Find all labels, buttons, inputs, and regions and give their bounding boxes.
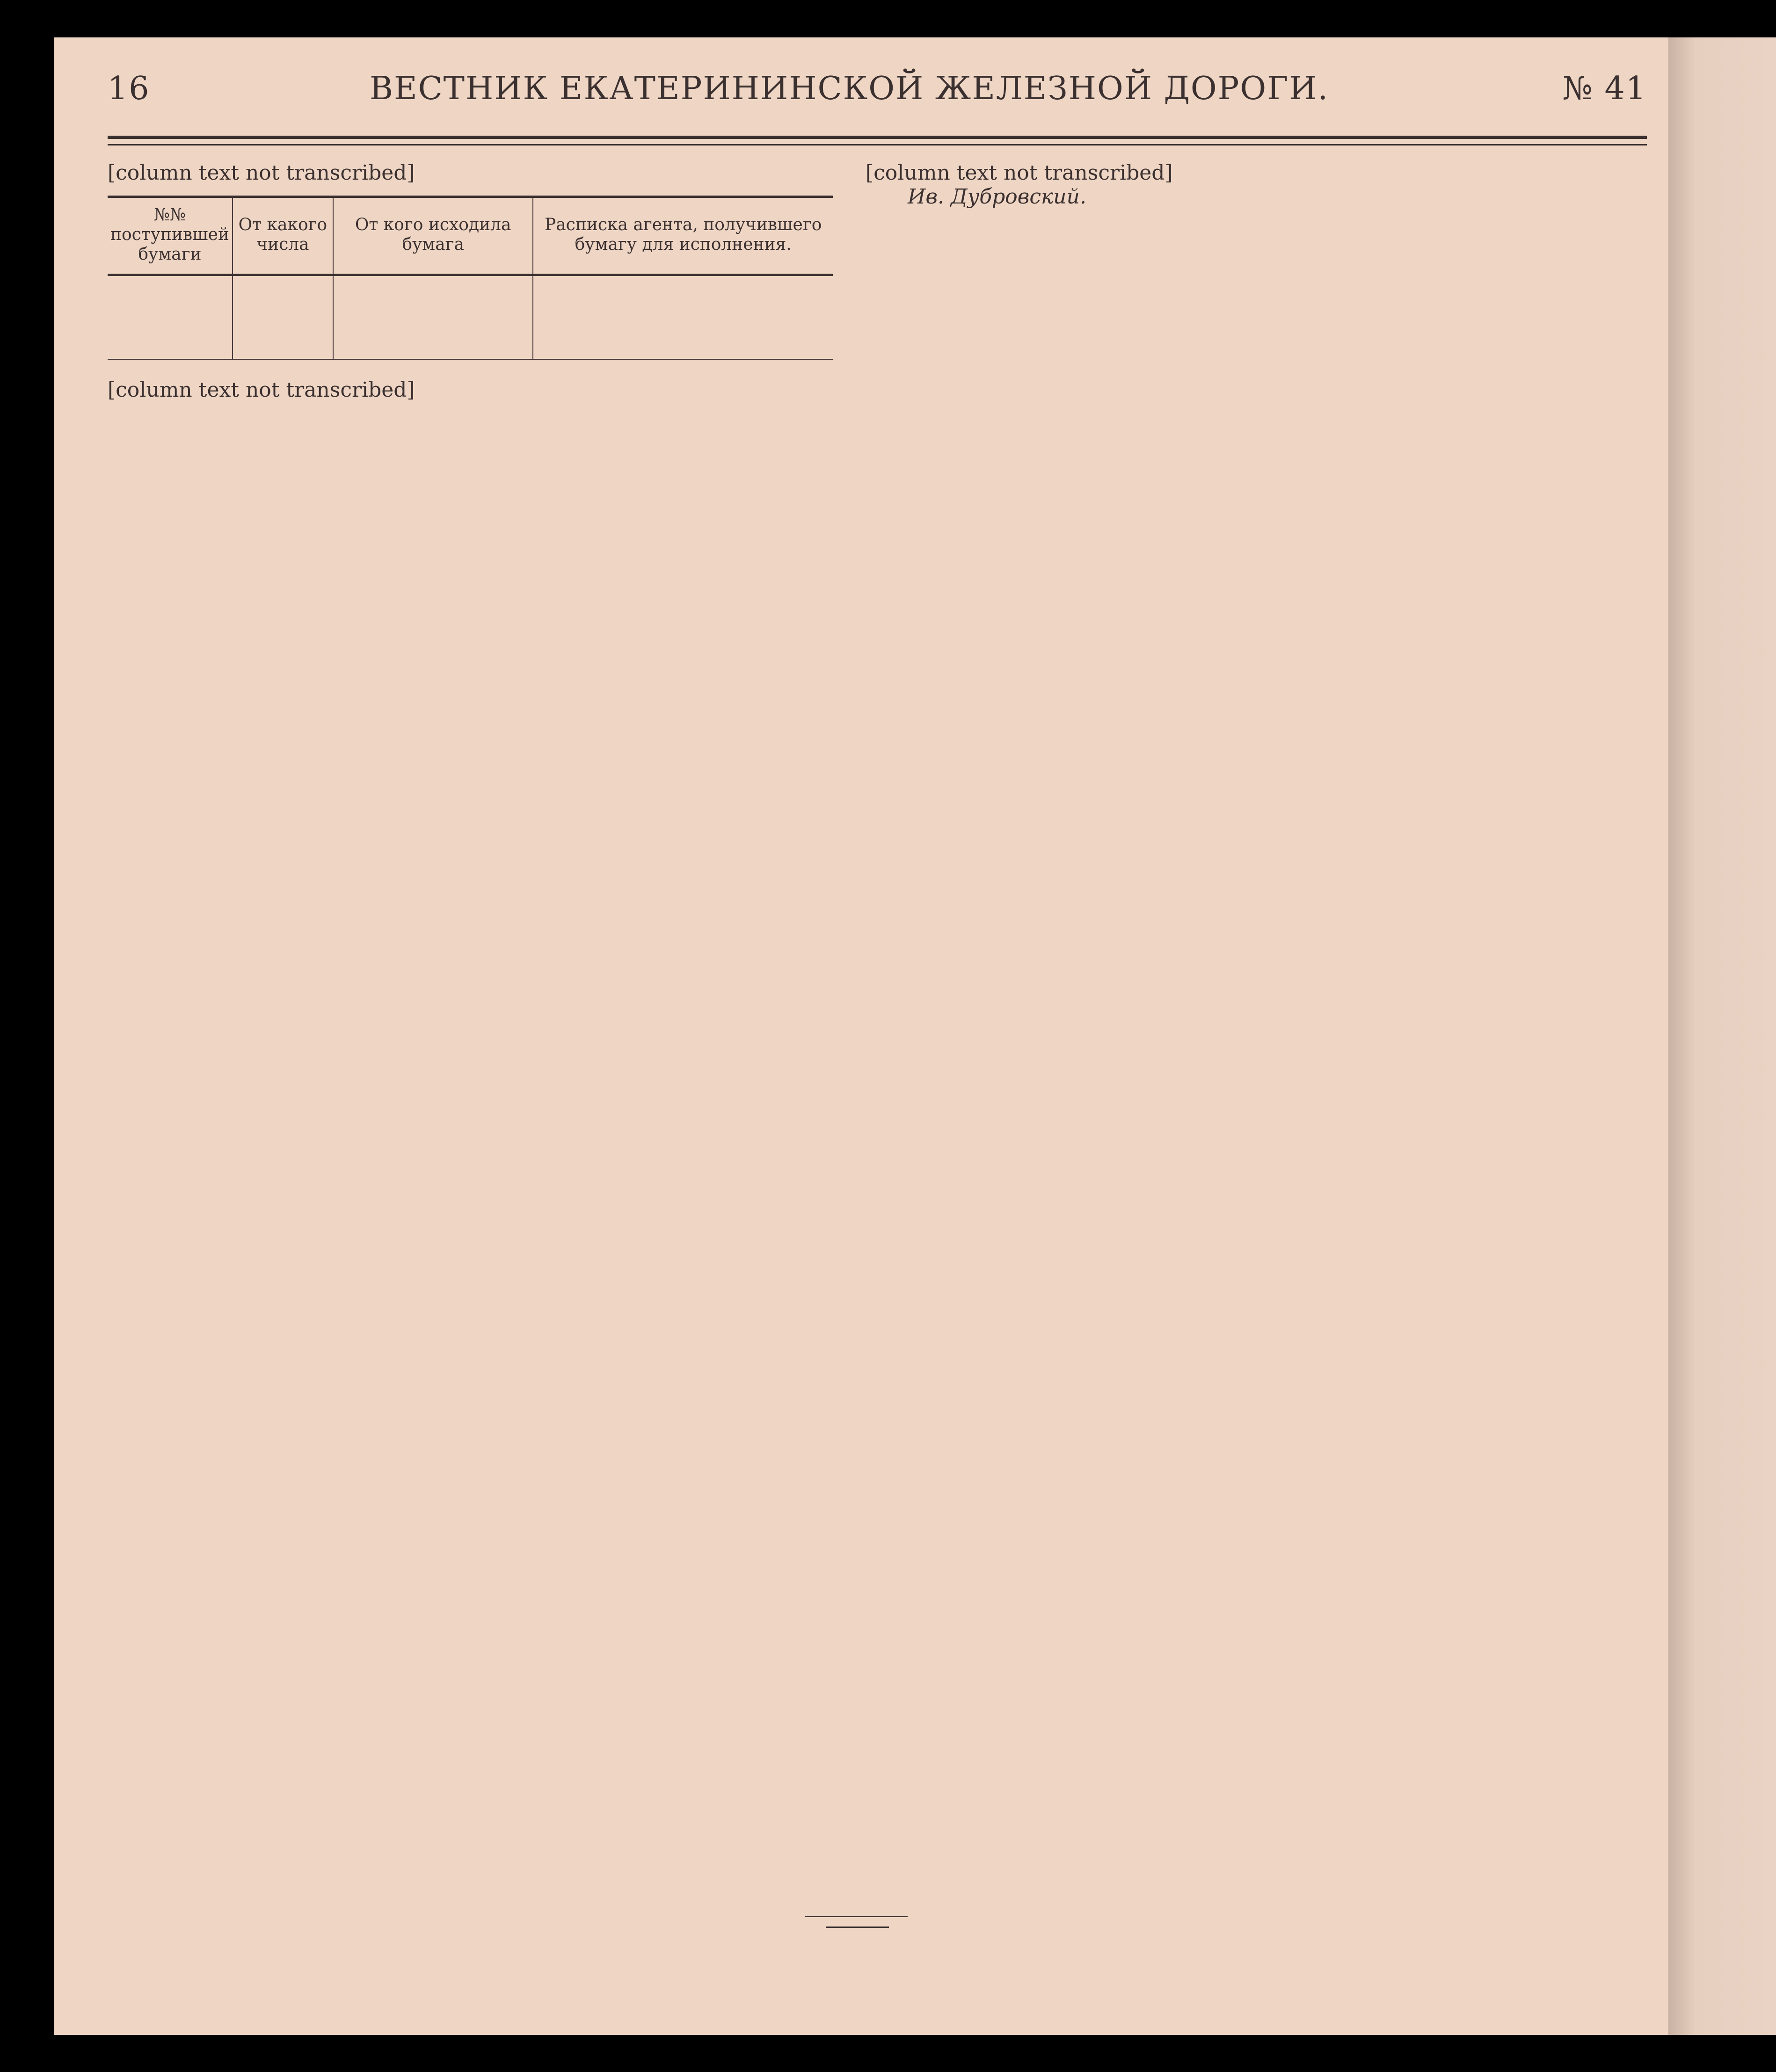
end-rule xyxy=(805,1916,908,1917)
header-rule xyxy=(108,136,1647,139)
table-cell xyxy=(233,275,333,359)
issue-number: № 41 xyxy=(1562,70,1647,107)
right-column xyxy=(866,161,1649,209)
table-header-sender: От кого исходила бумага xyxy=(333,196,533,275)
duty-book-table xyxy=(108,196,833,360)
page-header xyxy=(108,70,1647,122)
left-column xyxy=(108,161,833,402)
table-header-number: №№ поступившей бумаги xyxy=(108,196,233,275)
author-signature: Ив. Дубровский. xyxy=(908,184,1086,209)
page-number: 16 xyxy=(108,70,150,107)
right-paragraph-1: [column text not transcribed] xyxy=(866,161,1173,185)
header-rule-thin xyxy=(108,144,1647,145)
page-gutter xyxy=(1668,37,1776,2035)
table-cell xyxy=(108,275,233,359)
table-cell xyxy=(533,275,833,359)
left-paragraph-bottom-1: [column text not transcribed] xyxy=(108,378,415,402)
newspaper-title: ВЕСТНИК ЕКАТЕРИНИНСКОЙ ЖЕЛЕЗНОЙ ДОРОГИ. xyxy=(370,70,1329,107)
table-cell xyxy=(333,275,533,359)
table-row xyxy=(108,275,833,359)
end-rule-short xyxy=(826,1927,889,1928)
table-header-date: От какого числа xyxy=(233,196,333,275)
left-paragraph-top-1: [column text not transcribed] xyxy=(108,161,415,185)
table-header-receipt: Расписка агента, получившего бумагу для исполнения. xyxy=(533,196,833,275)
